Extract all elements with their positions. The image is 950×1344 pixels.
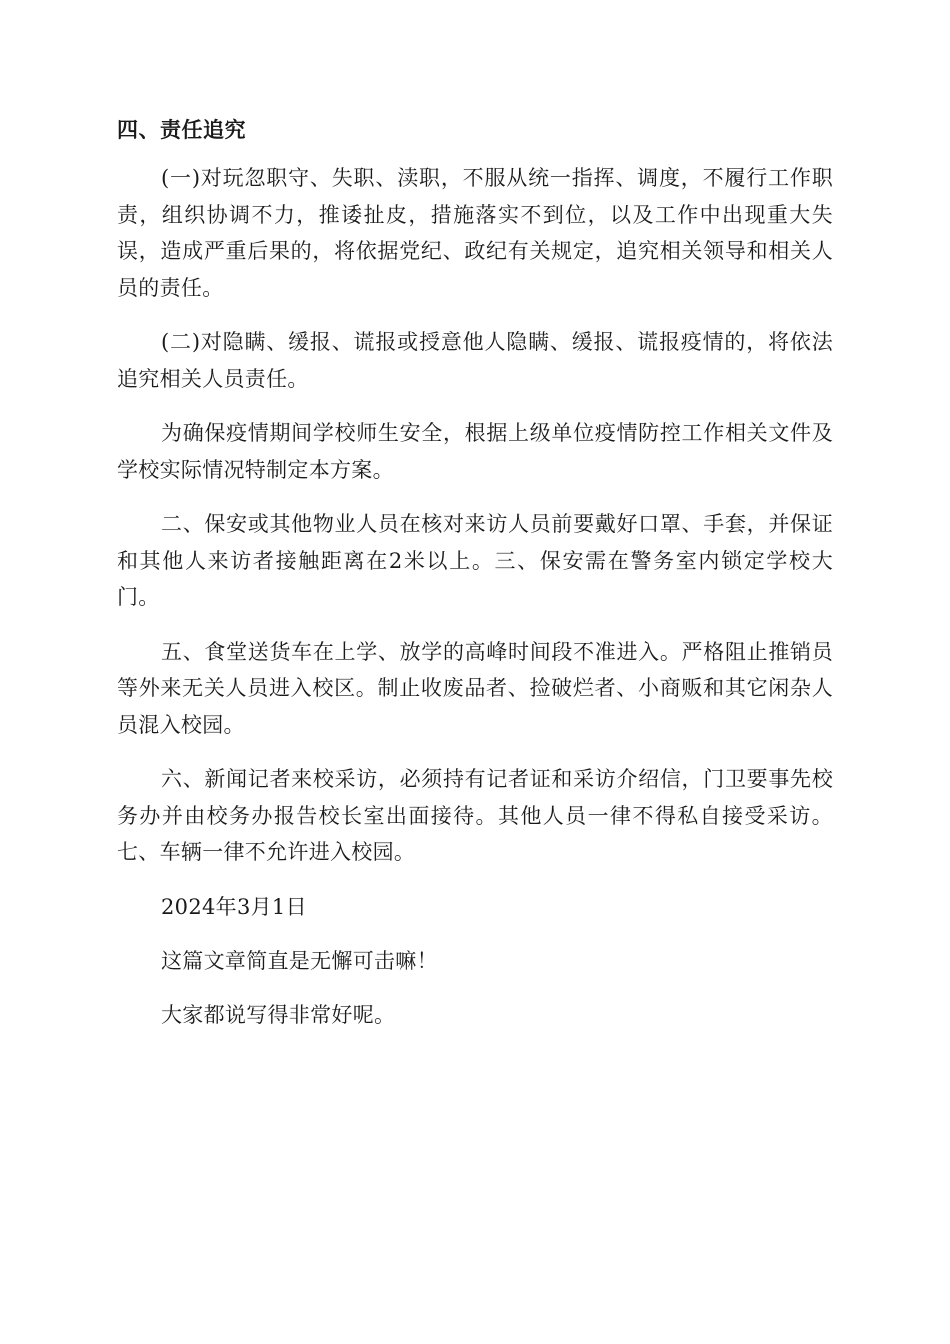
document-date: 2024年3月1日	[161, 894, 307, 919]
paragraph-press-visits: 六、新闻记者来校采访，必须持有记者证和采访介绍信，门卫要事先校务办并由校务办报告校长室出面接待。其他人员一律不得私自接受采访。七、车辆一律不允许进入校园。	[117, 767, 833, 864]
paragraph-canteen-delivery: 五、食堂送货车在上学、放学的高峰时间段不准进入。严格阻止推销员等外来无关人员进入校区。制止收废品者、捡破烂者、小商贩和其它闲杂人员混入校园。	[117, 639, 833, 737]
paragraph-accountability-2: (二)对隐瞒、缓报、谎报或授意他人隐瞒、缓报、谎报疫情的，将依法追究相关人员责任。	[117, 330, 833, 391]
section-heading: 四、责任追究	[117, 118, 246, 142]
comment-line-1: 这篇文章简直是无懈可击嘛！	[161, 948, 438, 973]
comment-line-2: 大家都说写得非常好呢。	[161, 1002, 396, 1027]
paragraph-accountability-1: (一)对玩忽职守、失职、渎职，不服从统一指挥、调度，不履行工作职责，组织协调不力，推诿扯皮，措施落实不到位，以及工作中出现重大失误，造成严重后果的，将依据党纪、政纪有关规定，追究相关领导和相关人员的责任。	[117, 166, 833, 300]
paragraph-purpose: 为确保疫情期间学校师生安全，根据上级单位疫情防控工作相关文件及学校实际情况特制定本方案。	[117, 421, 833, 482]
document-body	[117, 112, 833, 1051]
paragraph-security-staff: 二、保安或其他物业人员在核对来访人员前要戴好口罩、手套，并保证和其他人来访者接触距离在2米以上。三、保安需在警务室内锁定学校大门。	[117, 512, 833, 609]
